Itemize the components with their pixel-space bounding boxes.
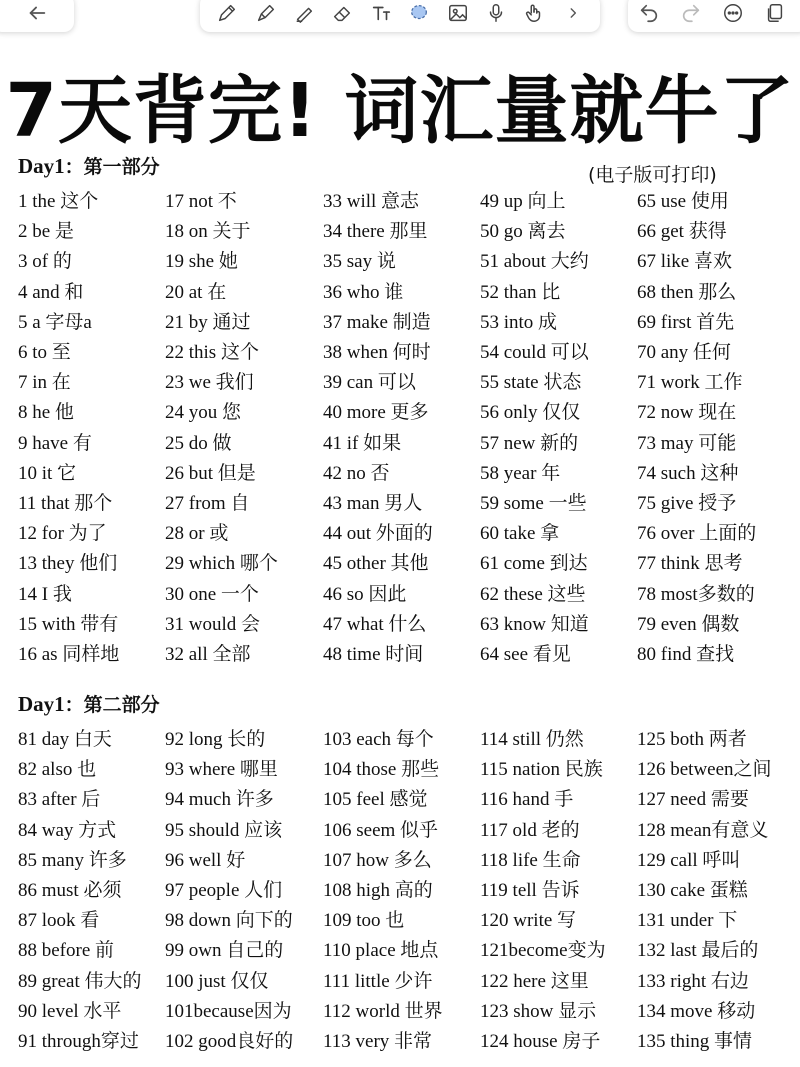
section-heading-part-2 bbox=[18, 690, 160, 717]
word-entry: 65 use 使用 bbox=[637, 191, 729, 212]
word-entry: 93 where 哪里 bbox=[165, 759, 278, 781]
word-entry: 27 from 自 bbox=[165, 493, 250, 514]
word-entry: 55 state 状态 bbox=[480, 372, 582, 394]
word-entry: 104 those 那些 bbox=[323, 759, 440, 781]
word-entry: 131 under 下 bbox=[637, 910, 738, 932]
word-entry: 45 other 其他 bbox=[323, 553, 429, 575]
word-entry: 113 very 非常 bbox=[323, 1031, 433, 1052]
word-entry: 102 good良好的 bbox=[165, 1031, 294, 1052]
word-entry: 94 much 许多 bbox=[165, 789, 274, 811]
word-entry: 114 still 仍然 bbox=[480, 729, 584, 750]
word-entry: 76 over 上面的 bbox=[637, 523, 757, 545]
document-actions-bar bbox=[628, 0, 800, 32]
section-heading-part: ：第二部分 bbox=[64, 694, 160, 716]
word-entry: 11 that 那个 bbox=[18, 493, 113, 514]
word-entry: 106 seem 似乎 bbox=[323, 819, 439, 841]
word-entry: 111 little 少许 bbox=[323, 970, 433, 992]
highlighter-icon[interactable] bbox=[292, 1, 316, 25]
word-entry: 107 how 多么 bbox=[323, 849, 432, 871]
word-entry: 103 each 每个 bbox=[323, 729, 434, 750]
word-entry: 75 give 授予 bbox=[637, 493, 737, 514]
word-entry: 96 well 好 bbox=[165, 849, 246, 871]
eraser-icon[interactable] bbox=[330, 1, 354, 25]
back-button[interactable] bbox=[0, 0, 74, 32]
word-entry: 54 could 可以 bbox=[480, 342, 589, 363]
word-entry: 117 old 老的 bbox=[480, 819, 580, 841]
word-entry: 108 high 高的 bbox=[323, 880, 433, 901]
word-entry: 109 too 也 bbox=[323, 910, 405, 932]
word-entry: 7 in 在 bbox=[18, 372, 71, 394]
word-entry: 100 just 仅仅 bbox=[165, 970, 269, 992]
word-entry: 82 also 也 bbox=[18, 759, 97, 781]
word-entry: 50 go 离去 bbox=[480, 221, 566, 243]
word-entry: 122 here 这里 bbox=[480, 970, 589, 992]
word-entry: 40 more 更多 bbox=[323, 402, 429, 424]
word-entry: 72 now 现在 bbox=[637, 402, 737, 424]
word-entry: 20 at 在 bbox=[165, 281, 227, 303]
word-entry: 132 last 最后的 bbox=[637, 940, 759, 962]
word-entry: 78 most多数的 bbox=[637, 583, 755, 605]
word-entry: 68 then 那么 bbox=[637, 281, 737, 303]
word-entry: 89 great 伟大的 bbox=[18, 970, 142, 992]
word-entry: 18 on 关于 bbox=[165, 221, 251, 243]
section-heading-day: Day1 bbox=[18, 154, 65, 178]
word-entry: 79 even 偶数 bbox=[637, 613, 740, 635]
touch-gesture-icon[interactable] bbox=[522, 1, 546, 25]
word-entry: 128 mean有意义 bbox=[637, 819, 769, 841]
word-entry: 32 all 全部 bbox=[165, 644, 251, 665]
word-entry: 88 before 前 bbox=[18, 940, 115, 962]
word-entry: 90 level 水平 bbox=[18, 1000, 122, 1022]
word-entry: 56 only 仅仅 bbox=[480, 402, 581, 424]
word-entry: 86 must 必须 bbox=[18, 880, 122, 901]
word-entry: 130 cake 蛋糕 bbox=[637, 880, 748, 901]
word-entry: 33 will 意志 bbox=[323, 191, 420, 212]
word-entry: 3 of 的 bbox=[18, 251, 72, 273]
word-entry: 92 long 长的 bbox=[165, 729, 266, 750]
word-entry: 126 between之间 bbox=[637, 759, 772, 781]
word-entry: 44 out 外面的 bbox=[323, 523, 433, 545]
word-entry: 8 he 他 bbox=[18, 402, 74, 424]
word-entry: 80 find 查找 bbox=[637, 644, 735, 665]
more-icon[interactable] bbox=[721, 1, 745, 25]
chevron-right-icon[interactable] bbox=[561, 1, 585, 25]
word-entry: 116 hand 手 bbox=[480, 789, 574, 811]
lasso-icon[interactable] bbox=[407, 1, 431, 25]
word-entry: 1 the 这个 bbox=[18, 191, 99, 212]
word-entry: 5 a 字母a bbox=[18, 311, 92, 333]
word-entry: 17 not 不 bbox=[165, 191, 237, 212]
word-entry: 98 down 向下的 bbox=[165, 910, 293, 932]
redo-icon[interactable] bbox=[679, 1, 703, 25]
word-entry: 81 day 白天 bbox=[18, 729, 112, 750]
word-entry: 49 up 向上 bbox=[480, 191, 566, 212]
word-entry: 6 to 至 bbox=[18, 342, 71, 363]
word-entry: 36 who 谁 bbox=[323, 281, 404, 303]
word-entry: 24 you 您 bbox=[165, 402, 242, 424]
printable-note: (电子版可打印) bbox=[588, 164, 717, 186]
word-entry: 99 own 自己的 bbox=[165, 940, 284, 962]
word-entry: 16 as 同样地 bbox=[18, 644, 120, 665]
word-entry: 10 it 它 bbox=[18, 462, 77, 484]
word-entry: 73 may 可能 bbox=[637, 432, 737, 454]
word-entry: 121become变为 bbox=[480, 940, 606, 962]
pen-icon[interactable] bbox=[254, 1, 278, 25]
word-entry: 4 and 和 bbox=[18, 281, 84, 303]
word-entry: 19 she 她 bbox=[165, 251, 238, 273]
word-entry: 29 which 哪个 bbox=[165, 553, 278, 575]
word-entry: 60 take 拿 bbox=[480, 523, 560, 545]
section-heading-part: ：第一部分 bbox=[64, 156, 160, 178]
word-entry: 34 there 那里 bbox=[323, 221, 428, 243]
word-entry: 64 see 看见 bbox=[480, 644, 571, 665]
word-entry: 13 they 他们 bbox=[18, 553, 118, 575]
word-entry: 135 thing 事情 bbox=[637, 1031, 753, 1052]
word-entry: 22 this 这个 bbox=[165, 342, 259, 363]
word-entry: 52 than 比 bbox=[480, 281, 561, 303]
word-entry: 51 about 大约 bbox=[480, 251, 589, 273]
word-entry: 15 with 带有 bbox=[18, 613, 119, 635]
page-title: 7天背完! 词汇量就牛了 bbox=[5, 68, 795, 154]
word-entry: 71 work 工作 bbox=[637, 372, 743, 394]
word-entry: 12 for 为了 bbox=[18, 523, 107, 545]
word-entry: 91 through穿过 bbox=[18, 1031, 139, 1052]
image-icon[interactable] bbox=[446, 1, 470, 25]
word-entry: 105 feel 感觉 bbox=[323, 789, 428, 811]
word-entry: 14 I 我 bbox=[18, 583, 72, 605]
undo-icon[interactable] bbox=[637, 1, 661, 25]
pencil-icon[interactable] bbox=[215, 1, 239, 25]
word-entry: 37 make 制造 bbox=[323, 311, 431, 333]
word-entry: 70 any 任何 bbox=[637, 342, 731, 363]
word-entry: 38 when 何时 bbox=[323, 342, 431, 363]
word-entry: 127 need 需要 bbox=[637, 789, 749, 811]
word-entry: 83 after 后 bbox=[18, 789, 101, 811]
word-entry: 119 tell 告诉 bbox=[480, 880, 580, 901]
word-entry: 30 one 一个 bbox=[165, 583, 259, 605]
word-entry: 47 what 什么 bbox=[323, 613, 427, 635]
word-entry: 23 we 我们 bbox=[165, 372, 254, 394]
word-entry: 115 nation 民族 bbox=[480, 759, 603, 781]
word-entry: 124 house 房子 bbox=[480, 1031, 601, 1052]
word-entry: 67 like 喜欢 bbox=[637, 251, 732, 273]
word-entry: 123 show 显示 bbox=[480, 1000, 597, 1022]
section-heading-day: Day1 bbox=[18, 692, 65, 716]
word-entry: 112 world 世界 bbox=[323, 1000, 443, 1022]
word-entry: 41 if 如果 bbox=[323, 432, 402, 454]
word-entry: 43 man 男人 bbox=[323, 493, 423, 514]
pages-icon[interactable] bbox=[763, 1, 787, 25]
word-entry: 120 write 写 bbox=[480, 910, 577, 932]
word-entry: 57 new 新的 bbox=[480, 432, 579, 454]
section-heading-part-1 bbox=[18, 152, 160, 179]
word-entry: 59 some 一些 bbox=[480, 493, 587, 514]
text-tool-icon[interactable] bbox=[369, 1, 393, 25]
word-entry: 21 by 通过 bbox=[165, 311, 251, 333]
word-entry: 84 way 方式 bbox=[18, 819, 117, 841]
app-toolbar bbox=[0, 0, 800, 34]
word-entry: 58 year 年 bbox=[480, 462, 561, 484]
word-entry: 110 place 地点 bbox=[323, 940, 439, 962]
word-entry: 53 into 成 bbox=[480, 311, 558, 333]
word-entry: 61 come 到达 bbox=[480, 553, 588, 575]
word-entry: 63 know 知道 bbox=[480, 613, 589, 635]
word-entry: 97 people 人们 bbox=[165, 880, 283, 901]
word-entry: 28 or 或 bbox=[165, 523, 229, 545]
word-entry: 25 do 做 bbox=[165, 432, 232, 454]
word-entry: 35 say 说 bbox=[323, 251, 396, 273]
drawing-tools-bar bbox=[200, 0, 600, 32]
word-entry: 42 no 否 bbox=[323, 462, 390, 484]
word-entry: 129 call 呼叫 bbox=[637, 849, 741, 871]
word-entry: 39 can 可以 bbox=[323, 372, 416, 394]
word-entry: 85 many 许多 bbox=[18, 849, 127, 871]
word-entry: 101because因为 bbox=[165, 1000, 292, 1022]
word-entry: 62 these 这些 bbox=[480, 583, 586, 605]
word-entry: 9 have 有 bbox=[18, 432, 92, 454]
word-entry: 26 but 但是 bbox=[165, 462, 256, 484]
word-entry: 46 so 因此 bbox=[323, 583, 407, 605]
word-entry: 77 think 思考 bbox=[637, 553, 743, 575]
word-entry: 74 such 这种 bbox=[637, 462, 739, 484]
word-entry: 125 both 两者 bbox=[637, 729, 747, 750]
word-entry: 48 time 时间 bbox=[323, 644, 424, 665]
word-entry: 118 life 生命 bbox=[480, 849, 581, 871]
word-entry: 31 would 会 bbox=[165, 613, 261, 635]
word-entry: 66 get 获得 bbox=[637, 221, 727, 243]
word-entry: 133 right 右边 bbox=[637, 970, 749, 992]
word-entry: 134 move 移动 bbox=[637, 1000, 756, 1022]
word-entry: 87 look 看 bbox=[18, 910, 100, 932]
word-entry: 95 should 应该 bbox=[165, 819, 283, 841]
word-entry: 69 first 首先 bbox=[637, 311, 735, 333]
back-arrow-icon[interactable] bbox=[25, 1, 49, 25]
microphone-icon[interactable] bbox=[484, 1, 508, 25]
word-entry: 2 be 是 bbox=[18, 221, 74, 243]
